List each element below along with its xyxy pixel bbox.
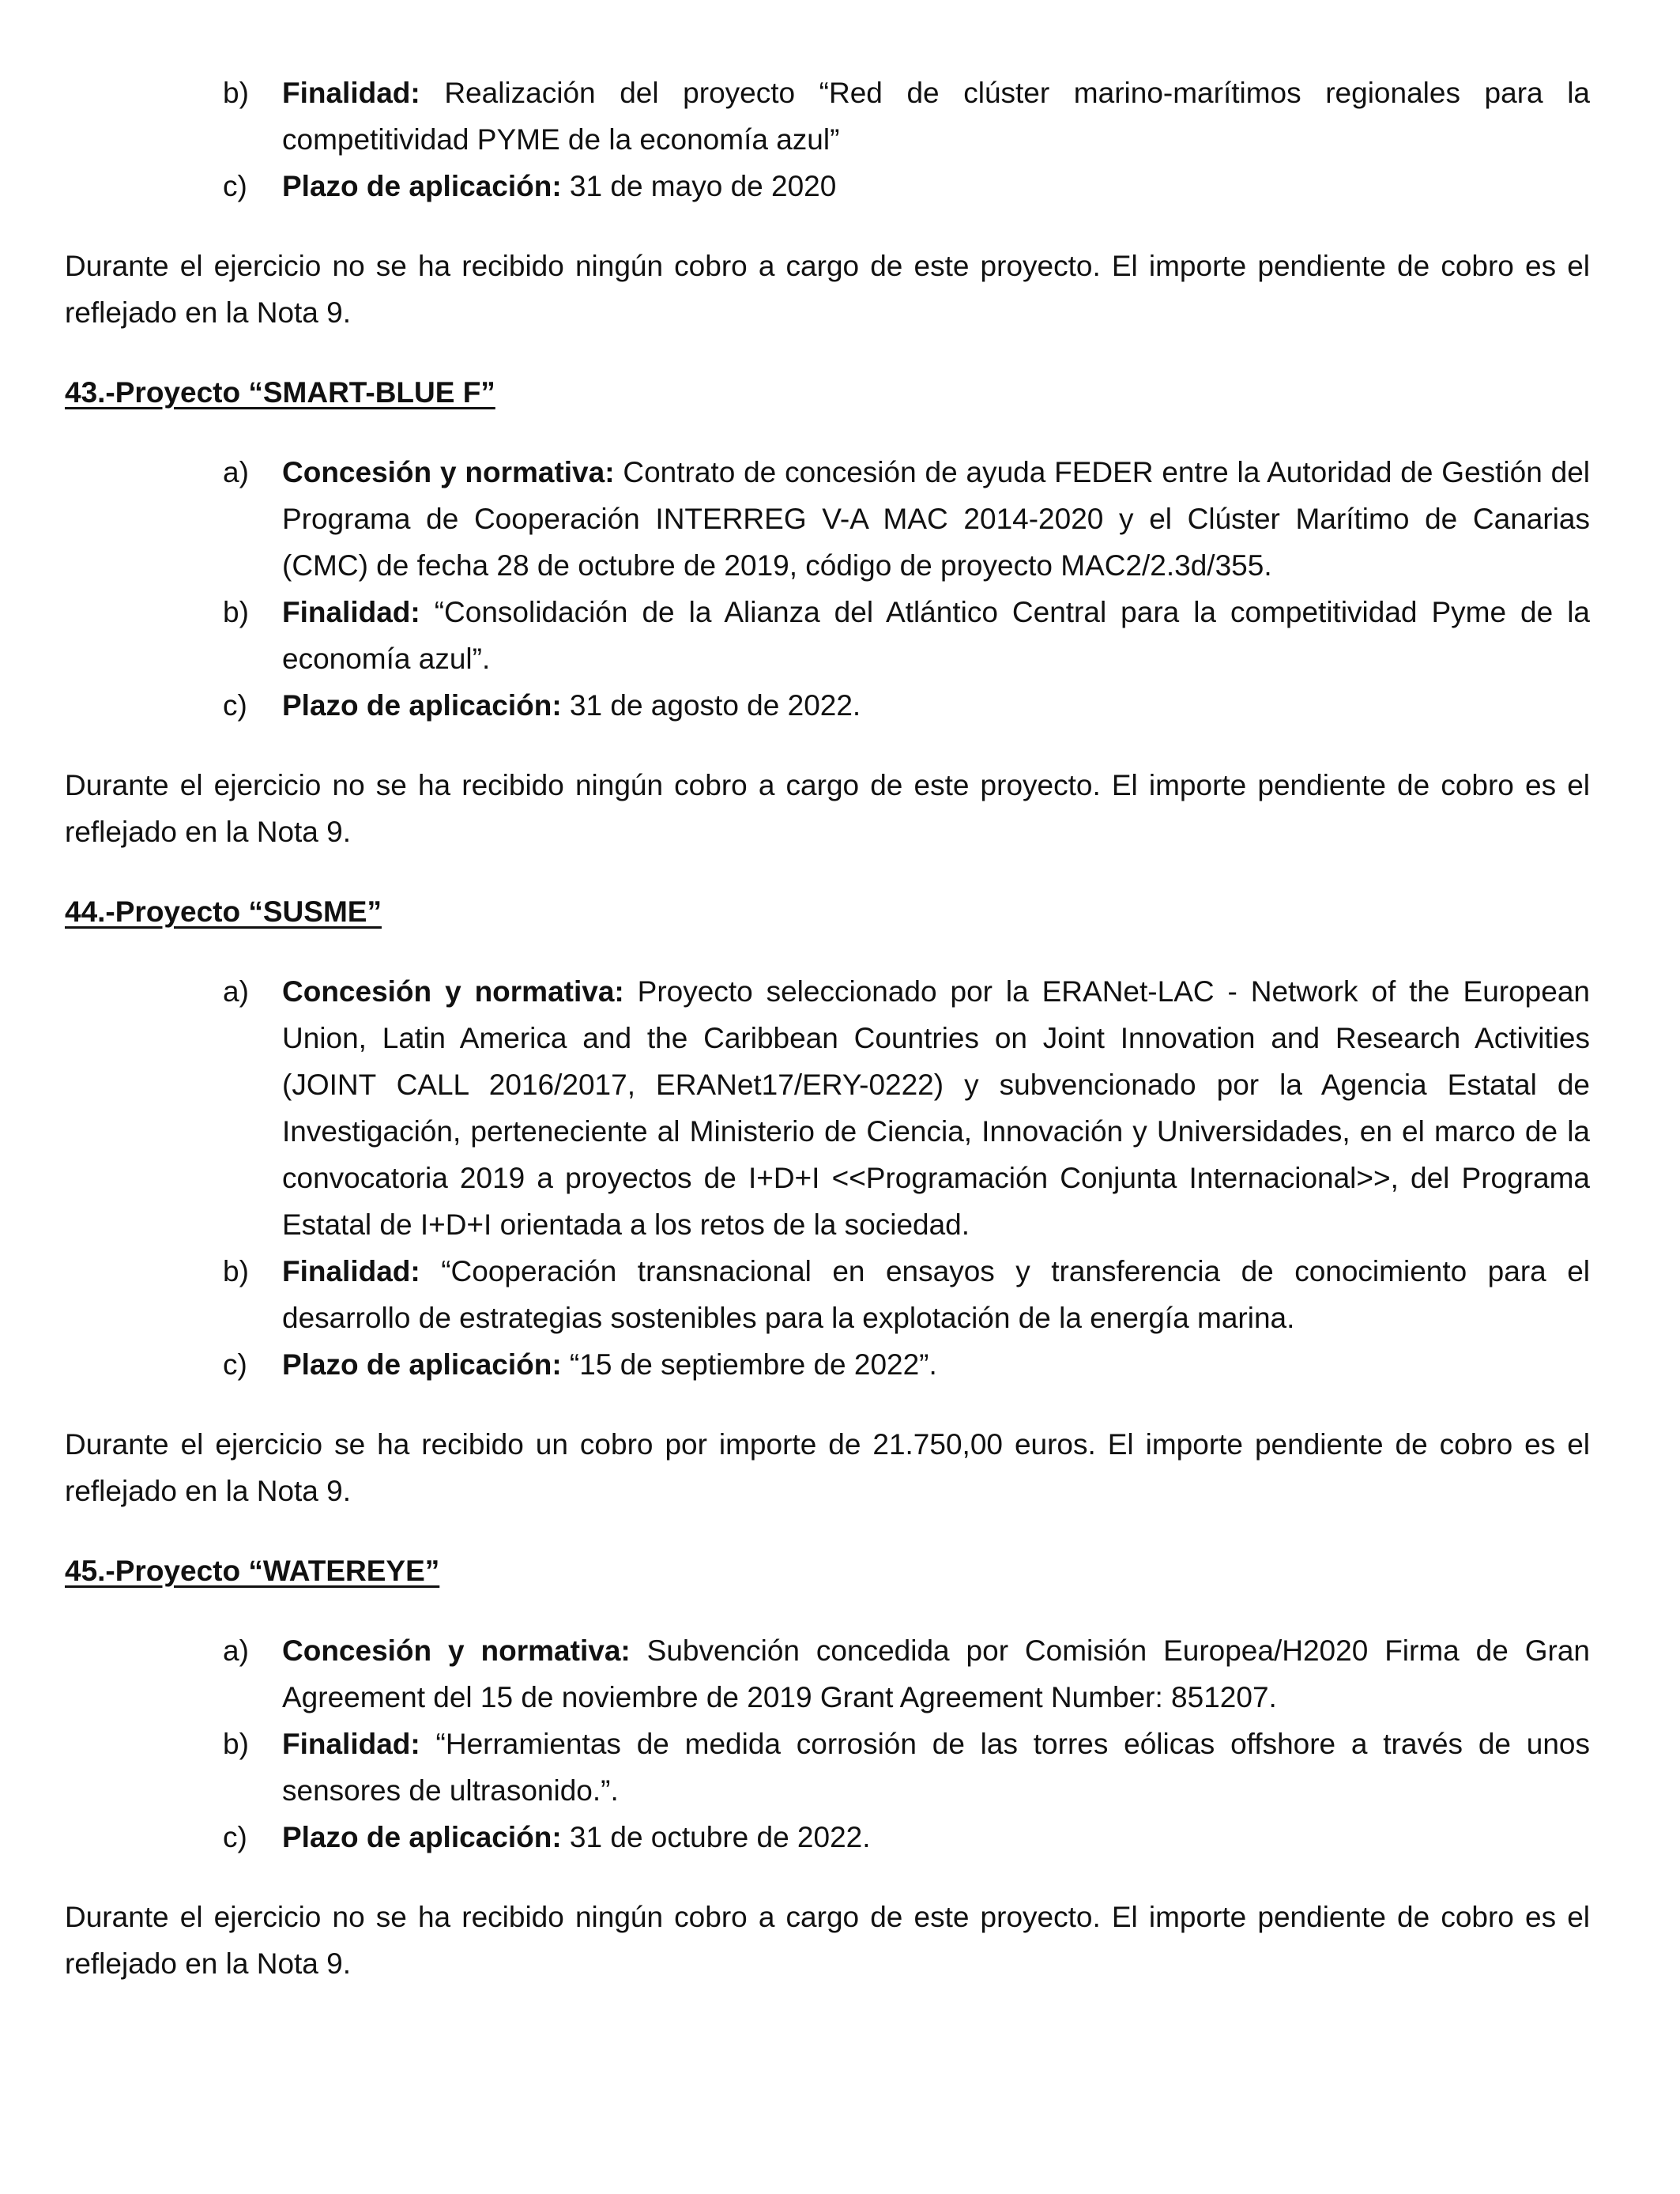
list-item-text bbox=[282, 1721, 1590, 1814]
list-item-text bbox=[282, 589, 1590, 682]
item-label: Plazo de aplicación: bbox=[282, 1821, 562, 1853]
list-item bbox=[223, 682, 1590, 729]
item-body: “Cooperación transnacional en ensayos y transferencia de conocimiento para el desarrollo de estrategias sostenibles para la explotación de la energía marina. bbox=[282, 1255, 1590, 1334]
list-item bbox=[223, 1721, 1590, 1814]
list-item bbox=[223, 70, 1590, 163]
list-item bbox=[223, 1627, 1590, 1721]
list-item bbox=[223, 1248, 1590, 1341]
item-label: Finalidad: bbox=[282, 1255, 420, 1287]
list-marker: a) bbox=[223, 975, 249, 1008]
collection-paragraph: Durante el ejercicio no se ha recibido ningún cobro a cargo de este proyecto. El importe pendiente de cobro es el reflejado en la Nota 9. bbox=[65, 769, 1590, 848]
collection-paragraph: Durante el ejercicio no se ha recibido ningún cobro a cargo de este proyecto. El importe pendiente de cobro es el reflejado en la Nota 9. bbox=[65, 1901, 1590, 1980]
collection-paragraph: Durante el ejercicio no se ha recibido ningún cobro a cargo de este proyecto. El importe pendiente de cobro es el reflejado en la Nota 9. bbox=[65, 250, 1590, 329]
item-body: “Consolidación de la Alianza del Atlántico Central para la competitividad Pyme de la economía azul”. bbox=[282, 596, 1590, 675]
item-label: Concesión y normativa: bbox=[282, 1634, 631, 1667]
item-label: Concesión y normativa: bbox=[282, 456, 615, 488]
item-body: Subvención concedida por Comisión Europea/H2020 Firma de Gran Agreement del 15 de noviembre de 2019 Grant Agreement Number: 851207. bbox=[282, 1634, 1590, 1713]
list-marker: b) bbox=[223, 596, 249, 628]
item-label: Plazo de aplicación: bbox=[282, 1348, 562, 1381]
list-item bbox=[223, 589, 1590, 682]
section-44-list bbox=[65, 968, 1590, 1388]
list-item bbox=[223, 1814, 1590, 1860]
section-43-list bbox=[65, 449, 1590, 729]
list-item bbox=[223, 968, 1590, 1248]
list-item-text bbox=[282, 449, 1590, 589]
list-marker: c) bbox=[223, 689, 247, 722]
item-body: 31 de mayo de 2020 bbox=[561, 170, 837, 202]
list-item-text bbox=[282, 682, 1590, 729]
section-45-list bbox=[65, 1627, 1590, 1860]
collection-paragraph: Durante el ejercicio se ha recibido un cobro por importe de 21.750,00 euros. El importe pendiente de cobro es el reflejado en la Nota 9. bbox=[65, 1428, 1590, 1507]
list-marker: b) bbox=[223, 77, 249, 109]
list-item-text bbox=[282, 70, 1590, 163]
list-marker: c) bbox=[223, 170, 247, 202]
list-item bbox=[223, 1341, 1590, 1388]
item-body: Contrato de concesión de ayuda FEDER entre la Autoridad de Gestión del Programa de Cooperación INTERREG V-A MAC 2014-2020 y el Clúster Marítimo de Canarias (CMC) de fecha 28 de octubre de 2019, código de proyecto MAC2/2.3d/355. bbox=[282, 456, 1590, 582]
list-marker: b) bbox=[223, 1255, 249, 1287]
item-body: 31 de agosto de 2022. bbox=[561, 689, 861, 722]
section-heading-43: 43.-Proyecto “SMART-BLUE F” bbox=[65, 376, 495, 409]
item-label: Finalidad: bbox=[282, 1728, 420, 1760]
item-body: Realización del proyecto “Red de clúster marino-marítimos regionales para la competitividad PYME de la economía azul” bbox=[282, 77, 1590, 156]
list-item-text bbox=[282, 163, 1590, 209]
list-marker: a) bbox=[223, 456, 249, 488]
section-heading-45: 45.-Proyecto “WATEREYE” bbox=[65, 1555, 440, 1587]
item-body: “Herramientas de medida corrosión de las torres eólicas offshore a través de unos sensores de ultrasonido.”. bbox=[282, 1728, 1590, 1807]
list-item-text bbox=[282, 1248, 1590, 1341]
section-heading-44: 44.-Proyecto “SUSME” bbox=[65, 895, 382, 928]
list-item bbox=[223, 449, 1590, 589]
list-item-text bbox=[282, 1341, 1590, 1388]
item-label: Plazo de aplicación: bbox=[282, 170, 562, 202]
document-page bbox=[65, 70, 1590, 1987]
list-marker: b) bbox=[223, 1728, 249, 1760]
list-item-text bbox=[282, 1814, 1590, 1860]
item-body: “15 de septiembre de 2022”. bbox=[561, 1348, 937, 1381]
item-label: Finalidad: bbox=[282, 77, 420, 109]
list-item bbox=[223, 163, 1590, 209]
item-label: Finalidad: bbox=[282, 596, 420, 628]
item-label: Plazo de aplicación: bbox=[282, 689, 562, 722]
item-body: Proyecto seleccionado por la ERANet-LAC - Network of the European Union, Latin America and the Caribbean Countries on Joint Innovation and Research Activities (JOINT CALL 2016/2017, ERANet17/ERY-0222) y subvencionado por la Agencia Estatal de Investigación, perteneciente al Ministerio de Ciencia, Innovación y Universidades, en el marco de la convocatoria 2019 a proyectos de I+D+I <<Programación Conjunta Internacional>>, del Programa Estatal de I+D+I orientada a los retos de la sociedad. bbox=[282, 975, 1590, 1241]
list-marker: a) bbox=[223, 1634, 249, 1667]
item-label: Concesión y normativa: bbox=[282, 975, 624, 1008]
continued-list bbox=[65, 70, 1590, 209]
list-marker: c) bbox=[223, 1348, 247, 1381]
list-item-text bbox=[282, 1627, 1590, 1721]
list-marker: c) bbox=[223, 1821, 247, 1853]
list-item-text bbox=[282, 968, 1590, 1248]
item-body: 31 de octubre de 2022. bbox=[561, 1821, 871, 1853]
